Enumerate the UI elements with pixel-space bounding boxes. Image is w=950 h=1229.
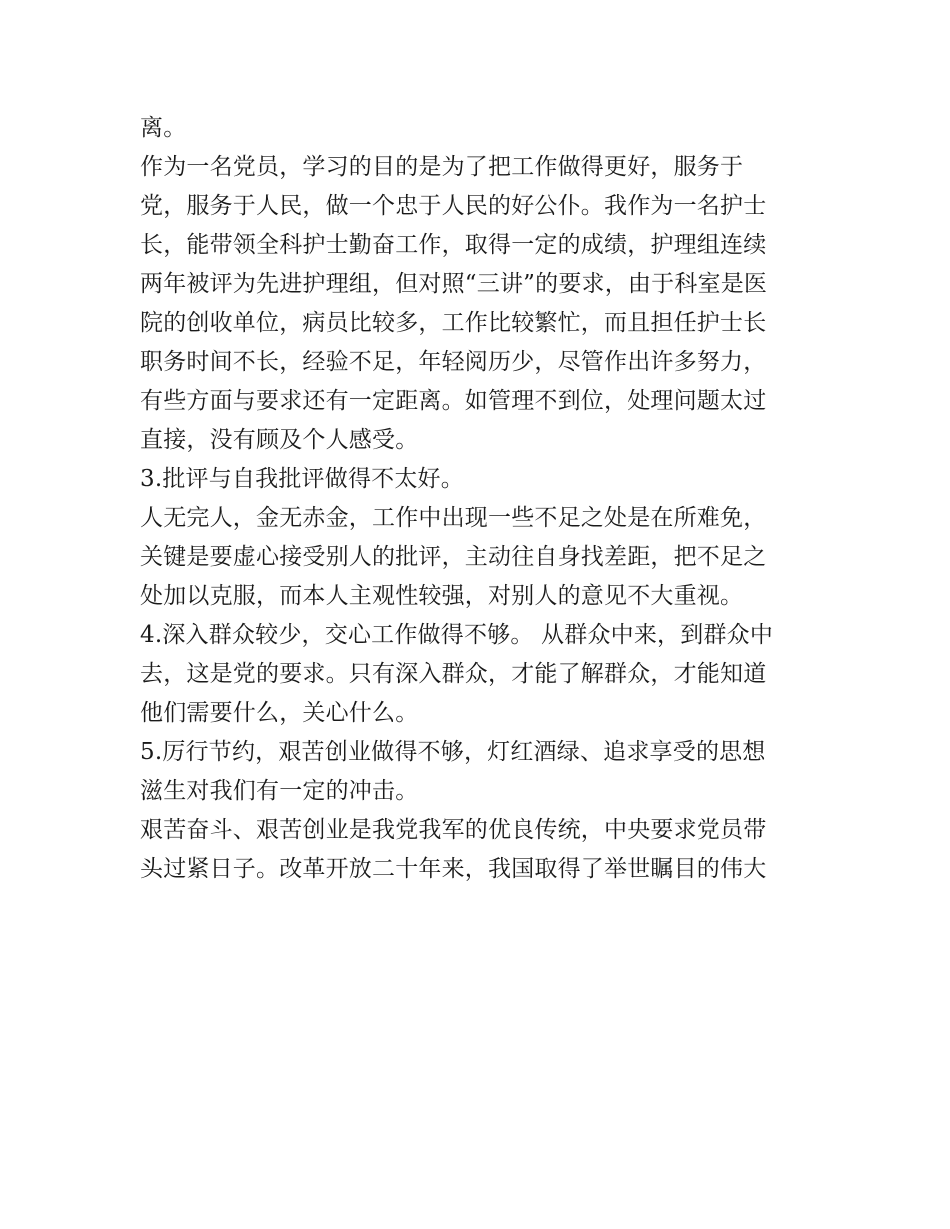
text-line: 艰苦奋斗、艰苦创业是我党我军的优良传统，中央要求党员带 xyxy=(140,817,767,843)
text-line: 人无完人，金无赤金，工作中出现一些不足之处是在所难免， xyxy=(140,505,767,531)
text-line: 长，能带领全科护士勤奋工作，取得一定的成绩，护理组连续 xyxy=(140,232,767,258)
document-body xyxy=(140,109,820,889)
text-line: 头过紧日子。改革开放二十年来，我国取得了举世瞩目的伟大 xyxy=(140,856,767,882)
text-line: 离。 xyxy=(140,115,187,141)
section-heading-5: 5.厉行节约，艰苦创业做得不够，灯红酒绿、追求享受的思想 xyxy=(140,739,766,765)
text-line: 两年被评为先进护理组，但对照“三讲”的要求，由于科室是医 xyxy=(140,271,768,297)
text-line: 职务时间不长，经验不足，年轻阅历少，尽管作出许多努力， xyxy=(140,349,767,375)
text-line: 直接，没有顾及个人感受。 xyxy=(140,427,419,453)
text-line: 滋生对我们有一定的冲击。 xyxy=(140,778,419,804)
text-line: 院的创收单位，病员比较多，工作比较繁忙，而且担任护士长 xyxy=(140,310,767,336)
text-line: 去，这是党的要求。只有深入群众，才能了解群众，才能知道 xyxy=(140,661,767,687)
text-line: 关键是要虚心接受别人的批评，主动往自身找差距，把不足之 xyxy=(140,544,767,570)
text-line: 处加以克服，而本人主观性较强，对别人的意见不大重视。 xyxy=(140,583,744,609)
text-line: 作为一名党员，学习的目的是为了把工作做得更好，服务于 xyxy=(140,154,744,180)
text-line: 有些方面与要求还有一定距离。如管理不到位，处理问题太过 xyxy=(140,388,767,414)
text-line: 党，服务于人民，做一个忠于人民的好公仆。我作为一名护士 xyxy=(140,193,767,219)
text-line: 他们需要什么，关心什么。 xyxy=(140,700,419,726)
section-heading-3: 3.批评与自我批评做得不太好。 xyxy=(140,466,464,492)
section-heading-4: 4.深入群众较少，交心工作做得不够。 从群众中来，到群众中 xyxy=(140,622,774,648)
